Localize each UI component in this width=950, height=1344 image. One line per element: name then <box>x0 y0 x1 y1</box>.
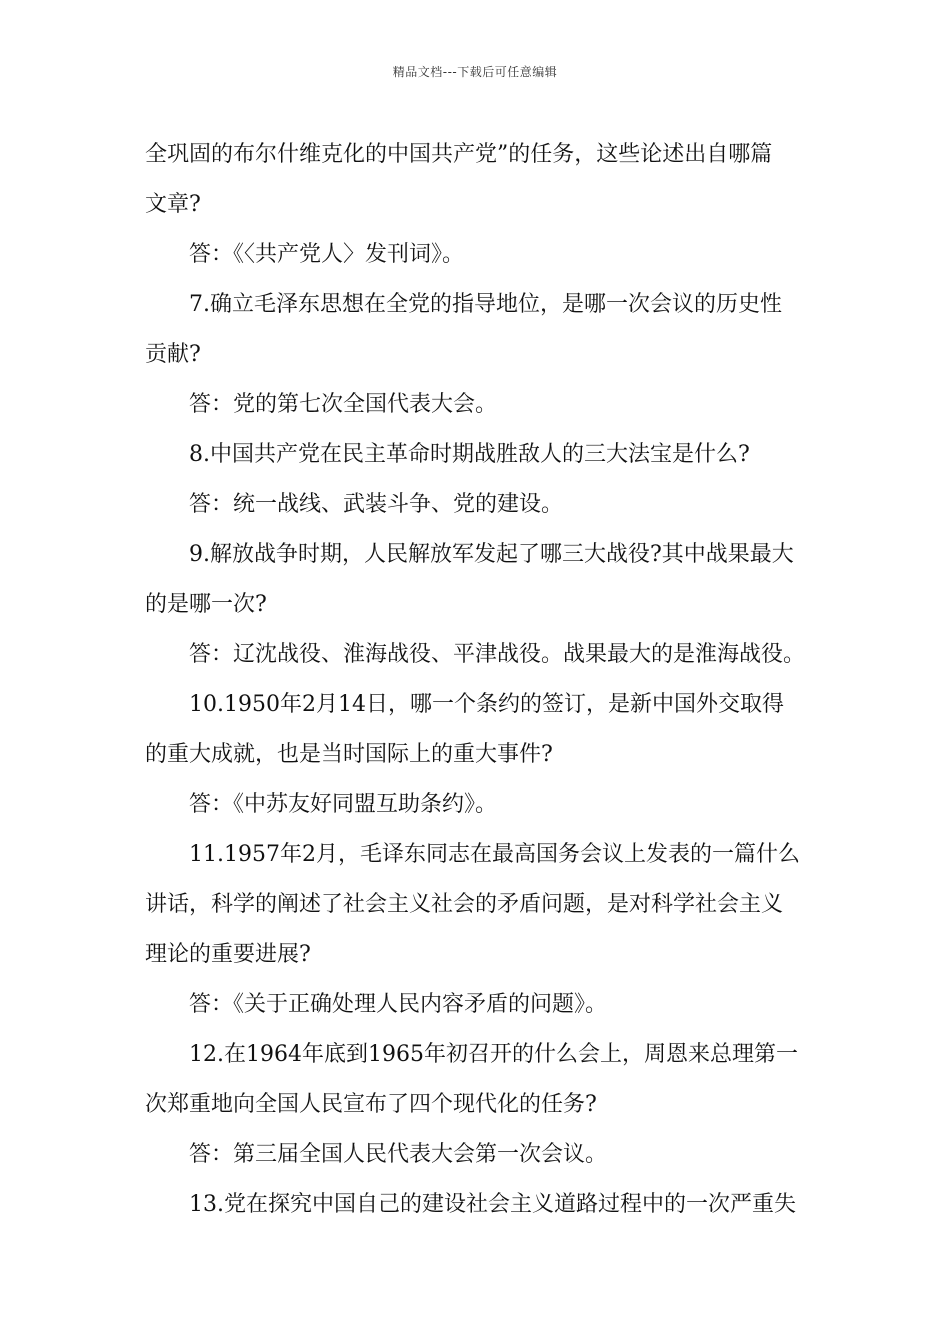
answer-7: 答：党的第七次全国代表大会。 <box>189 392 498 417</box>
question-12: 12.在1964年底到1965年初召开的什么会上，周恩来总理第一 <box>189 1042 798 1067</box>
document-body <box>145 130 807 1230</box>
question-11-cont-1: 讲话，科学的阐述了社会主义社会的矛盾问题，是对科学社会主义 <box>145 892 784 917</box>
text-line-2: 文章? <box>145 192 201 217</box>
answer-6: 答：《〈共产党人〉发刊词》。 <box>189 242 465 267</box>
question-10: 10.1950年2月14日，哪一个条约的签订，是新中国外交取得 <box>189 692 784 717</box>
question-9-cont: 的是哪一次? <box>145 592 267 617</box>
question-12-cont: 次郑重地向全国人民宣布了四个现代化的任务? <box>145 1092 597 1117</box>
question-7-cont: 贡献? <box>145 342 201 367</box>
answer-11: 答：《关于正确处理人民内容矛盾的问题》。 <box>189 992 608 1017</box>
question-7: 7.确立毛泽东思想在全党的指导地位，是哪一次会议的历史性 <box>189 292 782 317</box>
answer-10: 答：《中苏友好同盟互助条约》。 <box>189 792 498 817</box>
question-11: 11.1957年2月，毛译东同志在最高国务会议上发表的一篇什么 <box>189 842 800 867</box>
question-8: 8.中国共产党在民主革命时期战胜敌人的三大法宝是什么? <box>189 442 750 467</box>
text-line-1: 全巩固的布尔什维克化的中国共产党”的任务，这些论述出自哪篇 <box>145 142 773 167</box>
question-10-cont: 的重大成就，也是当时国际上的重大事件? <box>145 742 553 767</box>
answer-12: 答：第三届全国人民代表大会第一次会议。 <box>189 1142 608 1167</box>
question-9: 9.解放战争时期，人民解放军发起了哪三大战役?其中战果最大 <box>189 542 794 567</box>
answer-8: 答：统一战线、武装斗争、党的建设。 <box>189 492 564 517</box>
question-11-cont-2: 理论的重要进展? <box>145 942 311 967</box>
answer-9: 答：辽沈战役、淮海战役、平津战役。战果最大的是淮海战役。 <box>189 642 806 667</box>
question-13: 13.党在探究中国自己的建设社会主义道路过程中的一次严重失 <box>189 1192 796 1217</box>
page-header: 精品文档---下载后可任意编辑 <box>392 65 558 79</box>
